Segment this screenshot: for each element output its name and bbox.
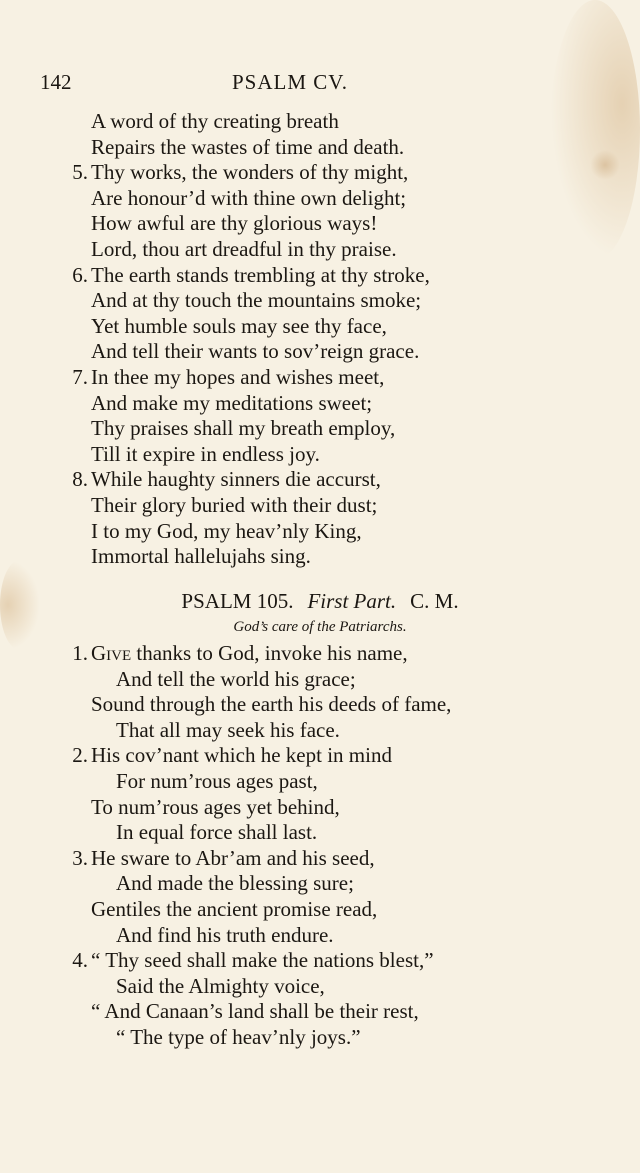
verse-text: “ The type of heav’nly joys.” — [116, 1024, 361, 1049]
verse-text: And made the blessing sure; — [116, 871, 354, 896]
verse-line — [60, 667, 630, 693]
verse-text: His cov’nant which he kept in mind — [91, 743, 392, 768]
verse-text: And at thy touch the mountains smoke; — [91, 288, 422, 313]
verse-number: 4. — [72, 948, 88, 973]
verse-line — [60, 442, 620, 468]
verse-line — [60, 923, 630, 949]
verse-line — [60, 160, 620, 186]
verse-line — [60, 692, 630, 718]
verse-text — [91, 641, 408, 667]
verse-line — [60, 641, 630, 667]
verse-line — [60, 769, 630, 795]
verse-text: For num’rous ages past, — [116, 768, 318, 793]
verse-number: 7. — [72, 364, 88, 389]
verse-line — [60, 999, 630, 1025]
verse-text: In equal force shall last. — [116, 820, 318, 845]
verse-line — [60, 186, 620, 212]
verse-text: Lord, thou art dreadful in thy praise. — [91, 236, 397, 261]
verse-line — [60, 718, 630, 744]
verse-text: Gentiles the ancient promise read, — [91, 896, 378, 921]
verse-text: He sware to Abr’am and his seed, — [91, 845, 375, 870]
verse-line — [60, 544, 620, 570]
verse-text: “ And Canaan’s land shall be their rest, — [91, 999, 419, 1024]
verse-text: And make my meditations sweet; — [91, 390, 373, 415]
verse-text: And find his truth endure. — [116, 922, 334, 947]
verse-text: Thy praises shall my breath employ, — [91, 416, 396, 441]
page-header — [40, 70, 540, 100]
verse-number: 6. — [72, 262, 88, 287]
verse-line — [60, 288, 620, 314]
verse-line — [60, 365, 620, 391]
verse-text: Their glory buried with their dust; — [91, 492, 378, 517]
verse-number: 5. — [72, 160, 88, 185]
verse-text: In thee my hopes and wishes meet, — [91, 364, 385, 389]
psalm-subtitle: God’s care of the Patriarchs. — [233, 619, 407, 635]
verse-text: And tell the world his grace; — [116, 666, 356, 691]
verse-line — [60, 493, 620, 519]
verse-line — [60, 743, 630, 769]
verse-number: 2. — [72, 743, 88, 768]
verse-line — [60, 820, 630, 846]
verse-line — [60, 974, 630, 1000]
psalm-meter: C. M. — [410, 589, 459, 613]
verse-line — [60, 467, 620, 493]
verse-line — [60, 948, 630, 974]
verse-number: 1. — [72, 641, 88, 665]
verse-text: Immortal hallelujahs sing. — [91, 544, 311, 569]
verse-lead-word: Give — [91, 641, 132, 665]
verse-text: Yet humble souls may see thy face, — [91, 313, 387, 338]
verse-line — [60, 109, 620, 135]
hymn-part-2 — [60, 641, 630, 1051]
verse-text: “ Thy seed shall make the nations blest,” — [91, 948, 434, 973]
psalm-heading — [40, 589, 600, 614]
verse-text: Are honour’d with thine own delight; — [91, 185, 407, 210]
verse-line — [60, 339, 620, 365]
verse-text: I to my God, my heav’nly King, — [91, 518, 362, 543]
verse-text: Till it expire in endless joy. — [91, 441, 320, 466]
verse-text: Sound through the earth his deeds of fame, — [91, 692, 452, 717]
verse-line — [60, 795, 630, 821]
verse-text: And tell their wants to sov’reign grace. — [91, 339, 420, 364]
verse-line — [60, 314, 620, 340]
verse-number: 8. — [72, 467, 88, 492]
verse-line — [60, 237, 620, 263]
verse-text: A word of thy creating breath — [91, 109, 339, 133]
verse-line — [60, 416, 620, 442]
verse-line — [60, 1025, 630, 1051]
verse-text: Said the Almighty voice, — [116, 973, 325, 998]
verse-text-rest: thanks to God, invoke his name, — [136, 641, 408, 665]
verse-line — [60, 871, 630, 897]
page-number: 142 — [40, 70, 72, 94]
foxing-stain — [0, 560, 40, 650]
verse-line — [60, 897, 630, 923]
running-title: PSALM CV. — [232, 70, 348, 94]
verse-text: The earth stands trembling at thy stroke, — [91, 262, 430, 287]
verse-number: 3. — [72, 845, 88, 870]
psalm-title: PSALM 105. — [181, 589, 294, 613]
verse-line — [60, 391, 620, 417]
verse-line — [60, 135, 620, 161]
verse-text: Repairs the wastes of time and death. — [91, 134, 405, 159]
psalm-part: First Part. — [307, 589, 397, 613]
verse-text: Thy works, the wonders of thy might, — [91, 160, 409, 185]
verse-text: To num’rous ages yet behind, — [91, 794, 340, 819]
verse-line — [60, 846, 630, 872]
verse-text: That all may seek his face. — [116, 717, 340, 742]
verse-line — [60, 263, 620, 289]
verse-line — [60, 211, 620, 237]
hymn-part-1 — [60, 109, 620, 570]
verse-text: How awful are thy glorious ways! — [91, 211, 378, 236]
verse-line — [60, 519, 620, 545]
verse-text: While haughty sinners die accurst, — [91, 467, 381, 492]
